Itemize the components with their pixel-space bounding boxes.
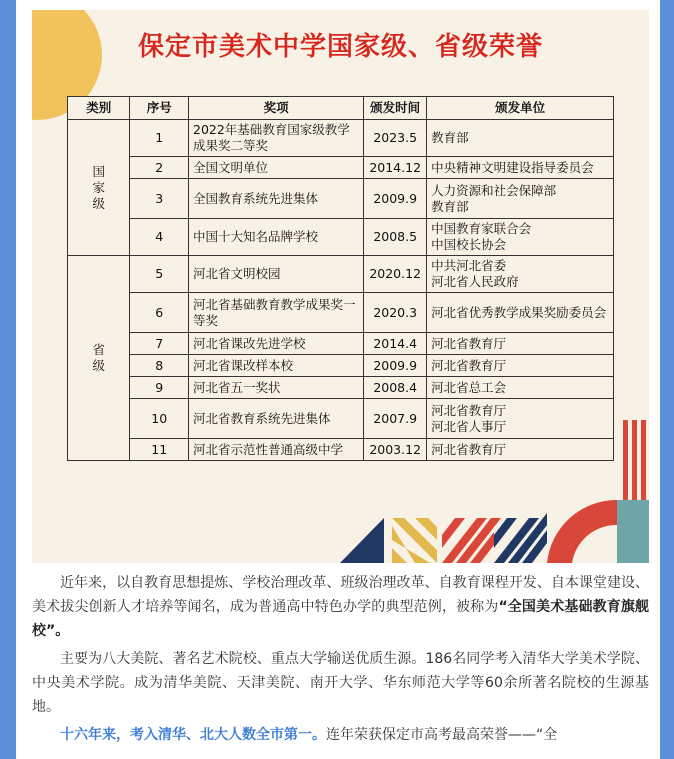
number-cell: 10 — [130, 399, 189, 439]
unit-cell: 河北省优秀教学成果奖励委员会 — [427, 293, 614, 333]
decorative-red-diagonals — [442, 518, 501, 563]
header-unit: 颁发单位 — [427, 97, 614, 120]
date-cell: 2008.5 — [364, 219, 427, 256]
award-cell: 河北省示范性普通高级中学 — [189, 439, 364, 461]
date-cell: 2023.5 — [364, 120, 427, 157]
date-cell: 2020.3 — [364, 293, 427, 333]
header-category: 类别 — [68, 97, 130, 120]
award-cell: 河北省文明校园 — [189, 256, 364, 293]
award-cell: 河北省五一奖状 — [189, 377, 364, 399]
header-number: 序号 — [130, 97, 189, 120]
article-paragraph-2 — [32, 647, 649, 719]
number-cell: 11 — [130, 439, 189, 461]
decorative-navy-diagonals — [494, 513, 547, 563]
unit-cell: 河北省教育厅 — [427, 439, 614, 461]
paragraph-3-text: 连年荣获保定市高考最高荣誉——“全 — [326, 727, 558, 743]
number-cell: 5 — [130, 256, 189, 293]
award-cell: 中国十大知名品牌学校 — [189, 219, 364, 256]
number-cell: 2 — [130, 157, 189, 179]
decorative-teal-block — [617, 500, 649, 563]
date-cell: 2009.9 — [364, 355, 427, 377]
decorative-shapes — [32, 10, 649, 563]
left-frame-bar — [0, 0, 16, 759]
unit-cell: 教育部 — [427, 120, 614, 157]
number-cell: 4 — [130, 219, 189, 256]
article-paragraph-1 — [32, 571, 649, 643]
number-cell: 3 — [130, 179, 189, 219]
right-frame-bar — [660, 0, 674, 759]
date-cell: 2014.12 — [364, 157, 427, 179]
date-cell: 2014.4 — [364, 333, 427, 355]
award-cell: 全国文明单位 — [189, 157, 364, 179]
award-cell: 河北省课改先进学校 — [189, 333, 364, 355]
number-cell: 6 — [130, 293, 189, 333]
paragraph-1-bold: “全国美术基础教育旗舰校”。 — [32, 599, 650, 639]
unit-cell: 河北省总工会 — [427, 377, 614, 399]
number-cell: 8 — [130, 355, 189, 377]
unit-cell: 河北省教育厅 河北省人事厅 — [427, 399, 614, 439]
honors-poster — [32, 10, 649, 563]
date-cell: 2008.4 — [364, 377, 427, 399]
paragraph-2-text: 主要为八大美院、著名艺术院校、重点大学输送优质生源。186名同学考入清华大学美术学院、中央美术学院。成为清华美院、天津美院、南开大学、华东师范大学等60余所著名院校的生源基地。 — [32, 651, 649, 715]
category-cell: 省 级 — [68, 256, 130, 461]
date-cell: 2009.9 — [364, 179, 427, 219]
number-cell: 7 — [130, 333, 189, 355]
unit-cell: 中国教育家联合会 中国校长协会 — [427, 219, 614, 256]
number-cell: 9 — [130, 377, 189, 399]
award-cell: 全国教育系统先进集体 — [189, 179, 364, 219]
decorative-red-arc — [547, 500, 617, 563]
award-cell: 河北省基础教育教学成果奖一等奖 — [189, 293, 364, 333]
paragraph-1-text: 近年来，以自教育思想提炼、学校治理改革、班级治理改革、自教育课程开发、自本课堂建设、美术拔尖创新人才培养等闻名，成为普通高中特色办学的典型范例，被称为 — [32, 575, 649, 615]
article-paragraph-3 — [32, 723, 649, 747]
award-cell: 2022年基础教育国家级教学成果奖二等奖 — [189, 120, 364, 157]
unit-cell: 河北省教育厅 — [427, 355, 614, 377]
poster-title: 保定市美术中学国家级、省级荣誉 — [137, 32, 543, 62]
unit-cell: 中央精神文明建设指导委员会 — [427, 157, 614, 179]
paragraph-3-highlight: 十六年来，考入清华、北大人数全市第一。 — [60, 727, 326, 743]
date-cell: 2007.9 — [364, 399, 427, 439]
date-cell: 2020.12 — [364, 256, 427, 293]
unit-cell: 人力资源和社会保障部 教育部 — [427, 179, 614, 219]
date-cell: 2003.12 — [364, 439, 427, 461]
header-award: 奖项 — [189, 97, 364, 120]
award-cell: 河北省教育系统先进集体 — [189, 399, 364, 439]
award-cell: 河北省课改样本校 — [189, 355, 364, 377]
header-date: 颁发时间 — [364, 97, 427, 120]
unit-cell: 中共河北省委 河北省人民政府 — [427, 256, 614, 293]
decorative-navy-triangle — [340, 518, 384, 563]
number-cell: 1 — [130, 120, 189, 157]
article-body — [32, 571, 649, 751]
unit-cell: 河北省教育厅 — [427, 333, 614, 355]
decorative-gold-stripes — [392, 518, 437, 563]
category-cell: 国 家 级 — [68, 120, 130, 256]
